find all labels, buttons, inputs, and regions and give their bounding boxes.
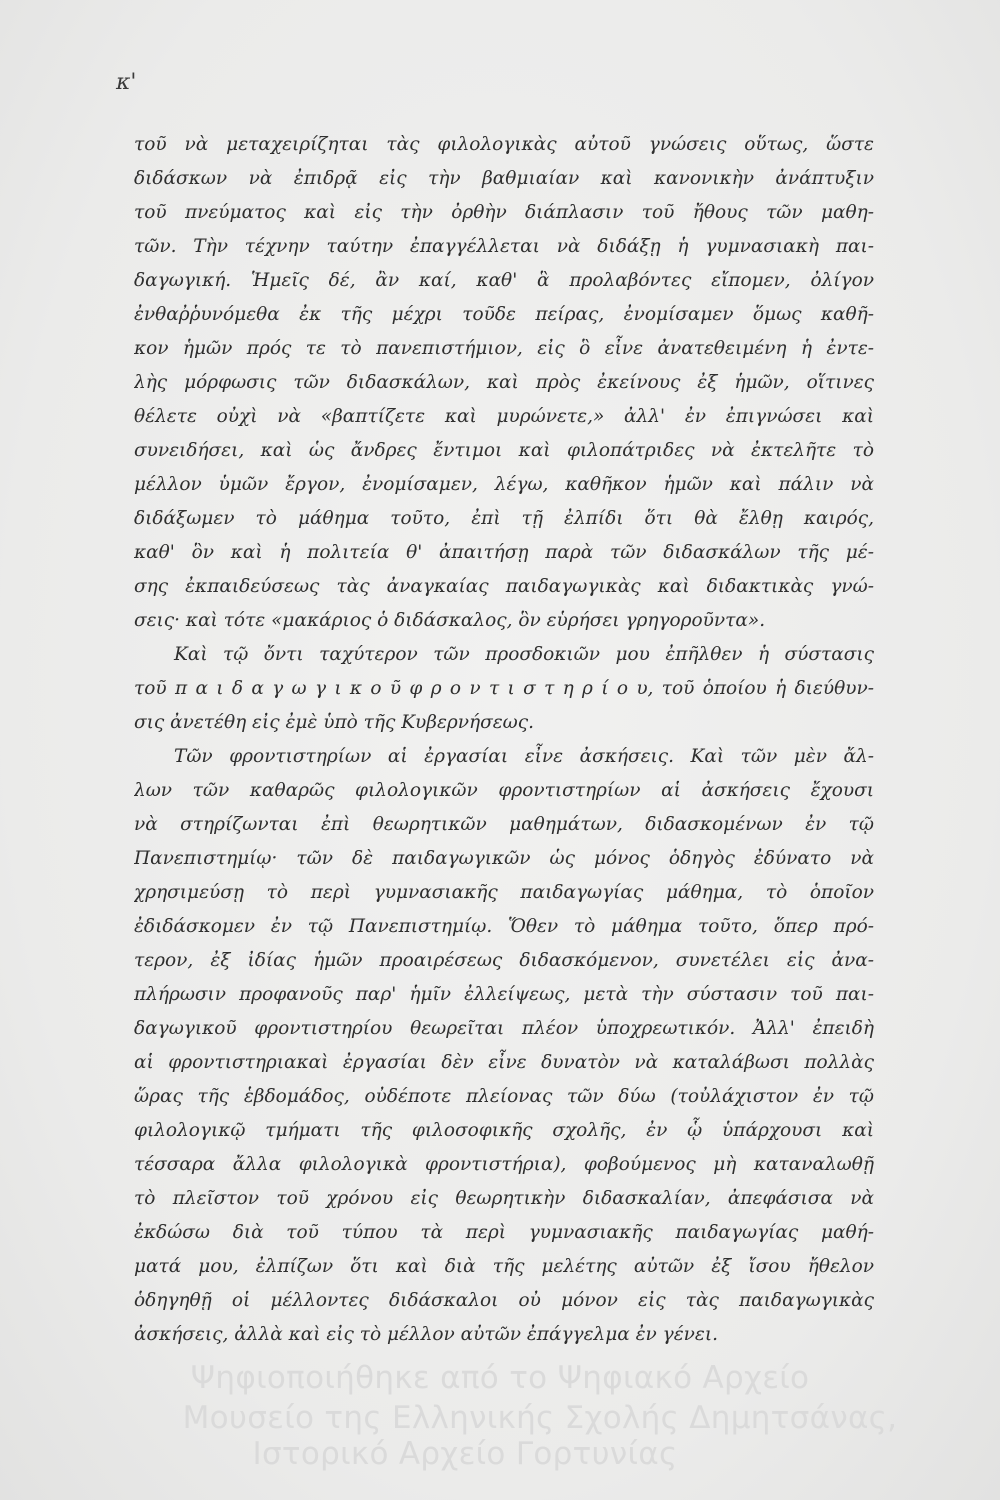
- text-line: Καὶ τῷ ὄντι ταχύτερον τῶν προσδοκιῶν μου ἐπῆλθεν ἡ σύστασις: [174, 644, 874, 665]
- text-line: τοῦ πνεύματος καὶ εἰς τὴν ὀρθὴν διάπλασιν τοῦ ἤθους τῶν μαθη-: [134, 202, 874, 223]
- text-line: ὁδηγηθῇ οἱ μέλλοντες διδάσκαλοι οὐ μόνον εἰς τὰς παιδαγωγικὰς: [134, 1290, 874, 1311]
- text-line: Τῶν φροντιστηρίων αἱ ἐργασίαι εἶνε ἀσκήσεις. Καὶ τῶν μὲν ἄλ-: [174, 746, 874, 767]
- text-line: Πανεπιστημίῳ· τῶν δὲ παιδαγωγικῶν ὡς μόνος ὁδηγὸς ἐδύνατο νὰ: [134, 848, 874, 869]
- page-number: κ': [116, 70, 137, 95]
- text-line: κον ἡμῶν πρός τε τὸ πανεπιστήμιον, εἰς ὃ εἶνε ἀνατεθειμένη ἡ ἐντε-: [134, 338, 874, 359]
- text-line: μέλλον ὑμῶν ἔργον, ἐνομίσαμεν, λέγω, καθῆκον ἡμῶν καὶ πάλιν νὰ: [134, 474, 874, 495]
- text-line: ἐδιδάσκομεν ἐν τῷ Πανεπιστημίῳ. Ὅθεν τὸ μάθημα τοῦτο, ὅπερ πρό-: [134, 916, 874, 937]
- text-line: σης ἐκπαιδεύσεως τὰς ἀναγκαίας παιδαγωγικὰς καὶ διδακτικὰς γνώ-: [134, 576, 874, 597]
- text-line: λὴς μόρφωσις τῶν διδασκάλων, καὶ πρὸς ἐκείνους ἐξ ἡμῶν, οἵτινες: [134, 372, 874, 393]
- text-line: συνειδήσει, καὶ ὡς ἄνδρες ἔντιμοι καὶ φιλοπάτριδες νὰ ἐκτελῆτε τὸ: [134, 440, 874, 461]
- text-line: ὥρας τῆς ἑβδομάδος, οὐδέποτε πλείονας τῶν δύω (τοὐλάχιστον ἐν τῷ: [134, 1086, 874, 1107]
- watermark-line-1: Ψηφιοποιήθηκε από το Ψηφιακό Αρχείο: [190, 1360, 810, 1396]
- text-line: λων τῶν καθαρῶς φιλολογικῶν φροντιστηρίων αἱ ἀσκήσεις ἔχουσι: [134, 780, 874, 801]
- text-line: τὸ πλεῖστον τοῦ χρόνου εἰς θεωρητικὴν διδασκαλίαν, ἀπεφάσισα νὰ: [134, 1188, 874, 1209]
- text-line: διδάξωμεν τὸ μάθημα τοῦτο, ἐπὶ τῇ ἐλπίδι ὅτι θὰ ἔλθῃ καιρός,: [134, 508, 874, 529]
- watermark-line-2: Μουσείο της Ελληνικής Σχολής Δημητσάνας,: [182, 1400, 898, 1436]
- text-line: σις ἀνετέθη εἰς ἐμὲ ὑπὸ τῆς Κυβερνήσεως.: [134, 712, 534, 733]
- text-line: νὰ στηρίζωνται ἐπὶ θεωρητικῶν μαθημάτων, διδασκομένων ἐν τῷ: [134, 814, 874, 835]
- text-line: ἀσκήσεις, ἀλλὰ καὶ εἰς τὸ μέλλον αὐτῶν ἐπάγγελμα ἐν γένει.: [134, 1324, 718, 1345]
- text-line: τῶν. Τὴν τέχνην ταύτην ἐπαγγέλλεται νὰ διδάξῃ ἡ γυμνασιακὴ παι-: [134, 236, 874, 257]
- text-line: σεις· καὶ τότε «μακάριος ὁ διδάσκαλος, ὃν εὑρήσει γρηγοροῦντα».: [134, 610, 766, 631]
- text-line: χρησιμεύσῃ τὸ περὶ γυμνασιακῆς παιδαγωγίας μάθημα, τὸ ὁποῖον: [134, 882, 874, 903]
- text-line: θέλετε οὐχὶ νὰ «βαπτίζετε καὶ μυρώνετε,» ἀλλ' ἐν ἐπιγνώσει καὶ: [134, 406, 874, 427]
- text-line: δαγωγικοῦ φροντιστηρίου θεωρεῖται πλέον ὑποχρεωτικόν. Ἀλλ' ἐπειδὴ: [134, 1018, 874, 1039]
- text-line: διδάσκων νὰ ἐπιδρᾷ εἰς τὴν βαθμιαίαν καὶ κανονικὴν ἀνάπτυξιν: [134, 168, 874, 189]
- text-line: φιλολογικῷ τμήματι τῆς φιλοσοφικῆς σχολῆς, ἐν ᾧ ὑπάρχουσι καὶ: [134, 1120, 874, 1141]
- body-text: [134, 128, 874, 1352]
- text-line: ματά μου, ἐλπίζων ὅτι καὶ διὰ τῆς μελέτης αὐτῶν ἐξ ἴσου ἤθελον: [134, 1256, 874, 1277]
- watermark-line-3: Ιστορικό Αρχείο Γορτυνίας: [252, 1436, 678, 1472]
- text-line: δαγωγική. Ἡμεῖς δέ, ἂν καί, καθ' ἃ προλαβόντες εἴπομεν, ὀλίγον: [134, 270, 874, 291]
- text-line: τέσσαρα ἄλλα φιλολογικὰ φροντιστήρια), φοβούμενος μὴ καταναλωθῇ: [134, 1154, 874, 1175]
- text-line: τοῦ π α ι δ α γ ω γ ι κ ο ῦ φ ρ ο ν τ ι σ τ η ρ ί ο υ, τοῦ ὁποίου ἡ διεύθυν-: [134, 678, 874, 699]
- text-line: πλήρωσιν προφανοῦς παρ' ἡμῖν ἐλλείψεως, μετὰ τὴν σύστασιν τοῦ παι-: [134, 984, 874, 1005]
- text-line: αἱ φροντιστηριακαὶ ἐργασίαι δὲν εἶνε δυνατὸν νὰ καταλάβωσι πολλὰς: [134, 1052, 874, 1073]
- text-line: τοῦ νὰ μεταχειρίζηται τὰς φιλολογικὰς αὐτοῦ γνώσεις οὕτως, ὥστε: [134, 134, 874, 155]
- text-line: ἐνθαῤῥυνόμεθα ἐκ τῆς μέχρι τοῦδε πείρας, ἐνομίσαμεν ὅμως καθῆ-: [134, 304, 874, 325]
- text-line: ἐκδώσω διὰ τοῦ τύπου τὰ περὶ γυμνασιακῆς παιδαγωγίας μαθή-: [134, 1222, 874, 1243]
- text-line: καθ' ὃν καὶ ἡ πολιτεία θ' ἀπαιτήσῃ παρὰ τῶν διδασκάλων τῆς μέ-: [134, 542, 874, 563]
- text-line: τερον, ἐξ ἰδίας ἡμῶν προαιρέσεως διδασκόμενον, συνετέλει εἰς ἀνα-: [134, 950, 874, 971]
